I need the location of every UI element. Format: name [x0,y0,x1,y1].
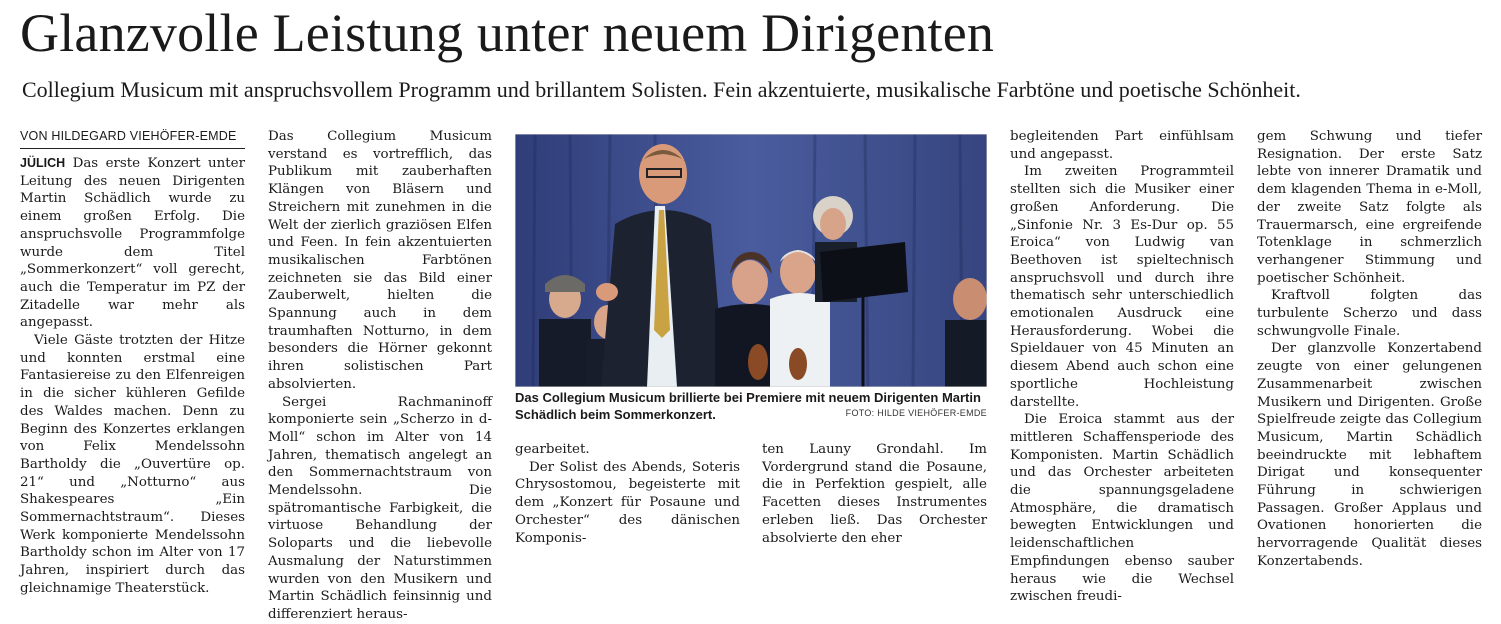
photo-caption: Das Collegium Musicum brillierte bei Premiere mit neuem Dirigenten Martin Schädlich beim Sommerkonzert. [515,390,981,422]
paragraph: Kraftvoll folgten das turbulente Scherzo und dass schwungvolle Finale. [1257,288,1482,339]
byline: VON HILDEGARD VIEHÖFER-EMDE [20,128,245,149]
article-column-4 [762,441,987,547]
article-column-5 [1010,128,1234,606]
photo-credit: FOTO: HILDE VIEHÖFER-EMDE [845,408,987,418]
concert-photo [515,134,987,387]
paragraph [20,155,245,332]
article-subheadline: Collegium Musicum mit anspruchsvollem Programm und brillantem Solisten. Fein akzentuierte, musikalische Farbtöne und poetische Schönheit. [22,77,1301,102]
paragraph: ten Launy Grondahl. Im Vordergrund stand die Posaune, die in Perfektion gespielt, alle Facetten dieses Instrumentes erleben ließ. Das Orchester absolvierte den eher [762,442,987,546]
musician-figure [539,275,591,387]
article-column-6 [1257,128,1482,571]
paragraph: gem Schwung und tiefer Resignation. Der erste Satz lebte von innerer Dramatik und dem klagenden Thema in e-Moll, der zweite Satz folgte als Trauermarsch, eine ergreifende Totenklage in schmerzlich verhangener Stimmung und poetischer Schönheit. [1257,129,1482,286]
article-headline: Glanzvolle Leistung unter neuem Dirigenten [20,3,995,63]
paragraph: gearbeitet. [515,442,590,457]
paragraph: Viele Gäste trotzten der Hitze und konnten erstmal eine Fantasiereise zu den Elfenreigen in die sicher kühleren Gefilde des Waldes machen. Denn zu Beginn des Konzertes erklangen von Felix Mendelssohn Bartholdy die „Ouvertüre op. 21“ und „Notturno“ aus Shakespeares „Ein Sommernachtstraum“. Dieses Werk komponierte Mendelssohn Bartholdy schon im Alter von 17 Jahren, inspiriert durch das gleichnamige Theaterstück. [20,333,245,596]
article-column-1 [20,128,245,598]
paragraph: Der glanzvolle Konzertabend zeugte von einer gelungenen Zusammenarbeit zwischen Musikern und Dirigenten. Große Spielfreude zeigte das Collegium Musicum, Martin Schädlich beeindruckte mit lebhaftem Dirigat und konsequenter Führung in schwierigen Passagen. Großer Applaus und Ovationen honorierten die hervorragende Qualität dieses Konzertabends. [1257,341,1482,569]
paragraph: Die Eroica stammt aus der mittleren Schaffensperiode des Komponisten. Martin Schädlich und das Orchester arbeiteten die spannungsgeladene Atmosphäre, die dramatisch bewegten Entwicklungen und leidenschaftlichen Empfindungen ebenso sauber heraus wie die Wechsel zwischen freudi- [1010,412,1234,605]
paragraph: Der Solist des Abends, Soteris Chrysostomou, begeisterte mit dem „Konzert für Posaune und Orchester“ des dänischen Komponis- [515,459,740,546]
paragraph: Im zweiten Programmteil stellten sich die Musiker einer großen Anforderung. Die „Sinfonie Nr. 3 Es-Dur op. 55 Eroica“ von Ludwig van Beethoven ist spieltechnisch anspruchsvoll und durch ihre thematisch sehr unterschiedlich emotionalen Ausdruck eine Herausforderung. Wobei die Spieldauer von 45 Minuten an diesem Abend auch schon eine sportliche Hochleistung darstellte. [1010,164,1234,410]
article-column-3 [515,441,740,547]
article-column-2 [268,128,492,624]
paragraph: Das Collegium Musicum verstand es vortrefflich, das Publikum mit zauberhaften Klängen von Bläsern und Streichern mit zunehmen in die Welt der zierlich graziösen Elfen und Feen. In fein akzentuierten musikalischen Farbtönen zeichneten sie das Bild einer Zauberwelt, hielten die Spannung auch in dem traumhaften Notturno, in dem besonders die Hörner gekonnt ihren solistischen Part absolvierten. [268,129,492,392]
dateline: JÜLICH [20,156,66,170]
concert-photo-image [515,134,987,387]
paragraph: Sergei Rachmaninoff komponierte sein „Scherzo in d-Moll“ schon im Alter von 14 Jahren, thematisch angelegt an den Sommernachtstraum von Mendelssohn. Die spätromantische Farbigkeit, die virtuose Behandlung der Soloparts und die liebevolle Ausmalung der Naturstimmen wurden von den Musikern und Martin Schädlich feinsinnig und differenziert heraus- [268,394,492,622]
paragraph: begleitenden Part einfühlsam und angepasst. [1010,129,1234,162]
paragraph-text: Das erste Konzert unter Leitung des neuen Dirigenten Martin Schädlich wurde zu einem großen Erfolg. Die anspruchsvolle Programmfolge wurde dem Titel „Sommerkonzert“ voll gerecht, auch die Temperatur im PZ der Zitadelle war mehr als angepasst. [20,156,245,331]
